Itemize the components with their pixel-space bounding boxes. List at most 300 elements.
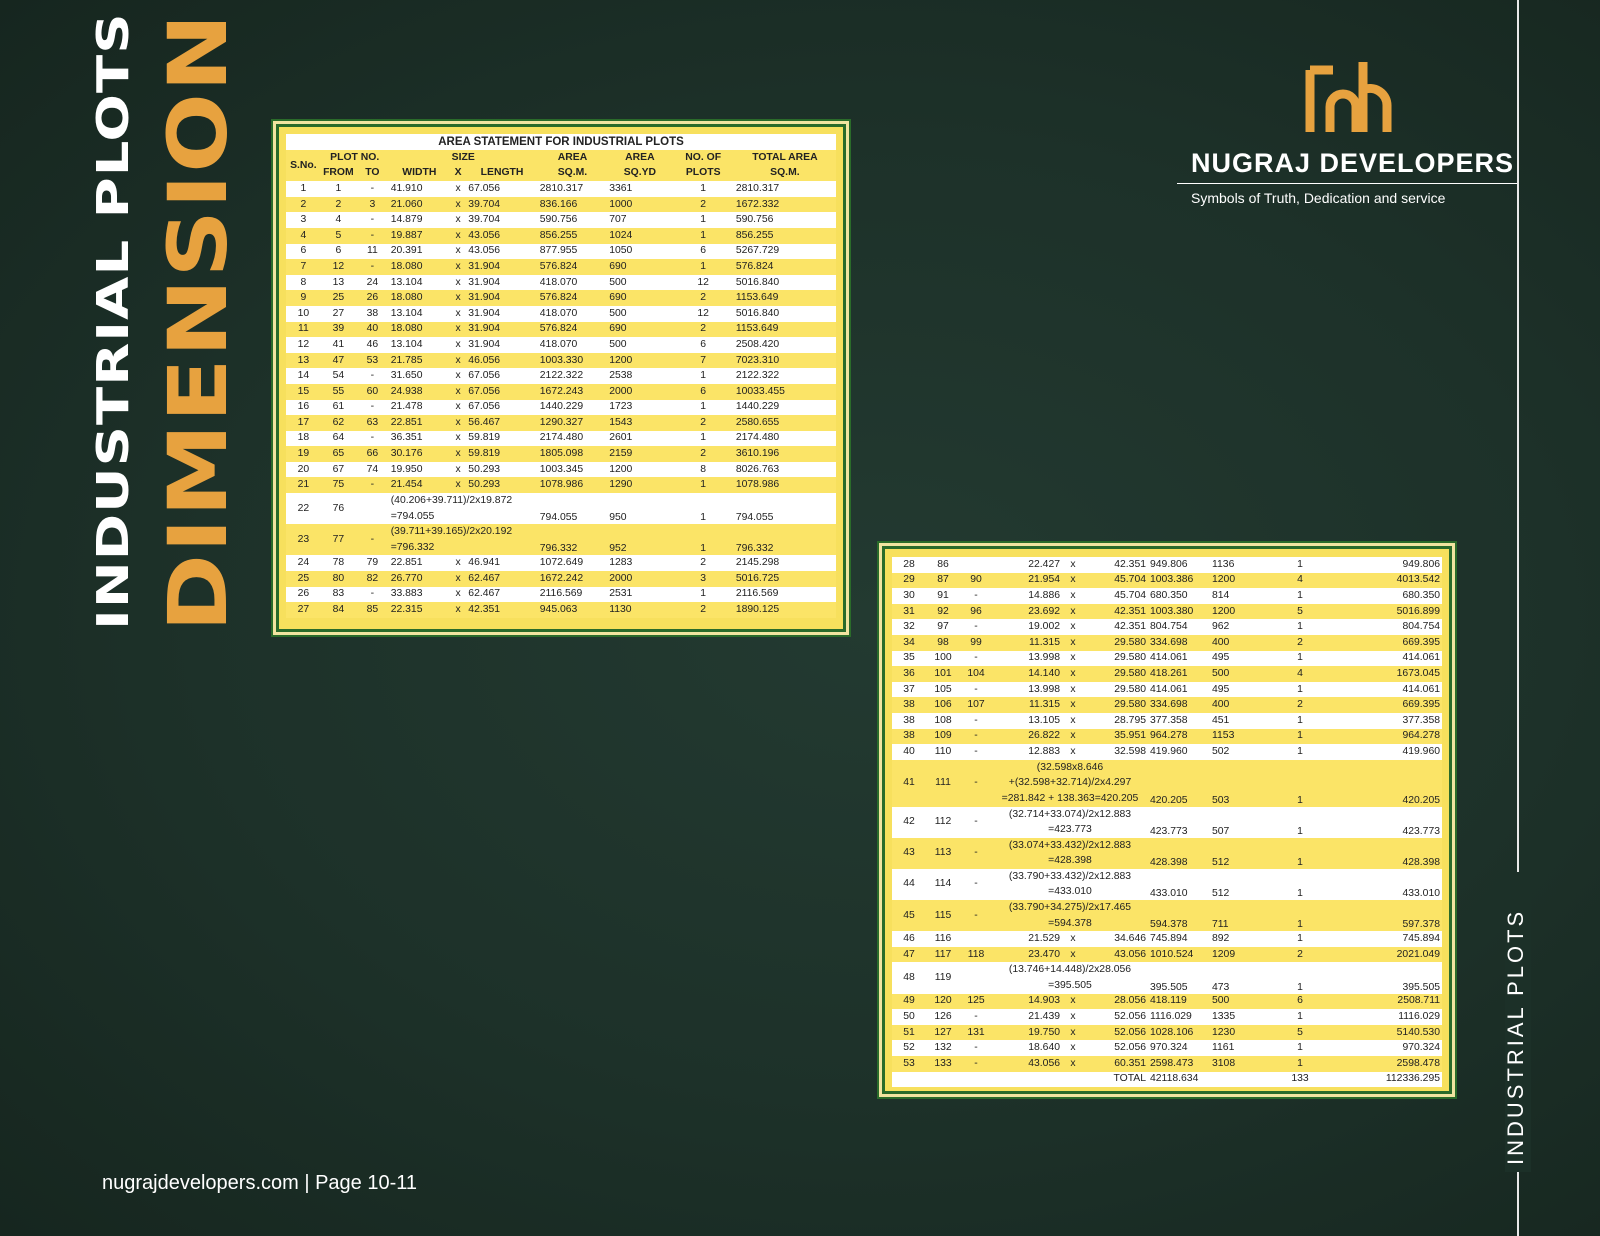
header-from: FROM (321, 166, 356, 182)
table-row (286, 446, 836, 462)
total-row (892, 1072, 1442, 1088)
cell-sno: 44 (903, 878, 915, 890)
cell-area-sqyd: 1200 (1212, 605, 1236, 617)
cell-from: 98 (937, 636, 949, 648)
cell-x: x (455, 260, 461, 272)
cell-to: 90 (970, 574, 982, 586)
table-row-formula (892, 869, 1442, 900)
cell-from: 92 (937, 605, 949, 617)
cell-from: 55 (332, 385, 345, 397)
cell-length: 42.351 (468, 604, 501, 616)
cell-x: x (1070, 605, 1076, 617)
side-title: INDUSTRIAL PLOTS (1503, 908, 1528, 1165)
cell-area-sqm: 418.070 (539, 276, 578, 288)
cell-from: 133 (934, 1057, 952, 1069)
cell-width: 11.315 (1028, 699, 1060, 711)
cell-sno: 20 (297, 463, 310, 475)
cell-x: x (455, 479, 461, 491)
cell-total-area: 5016.840 (735, 276, 780, 288)
cell-no-of-plots: 2 (700, 416, 707, 428)
cell-sno: 29 (903, 574, 915, 586)
cell-area-sqm: 1078.986 (539, 479, 584, 491)
table-row (286, 259, 836, 275)
cell-total-area: 7023.310 (735, 354, 780, 366)
cell-from: 54 (332, 370, 345, 382)
header-sqm: SQ.M. (538, 166, 607, 182)
table-row (286, 571, 836, 587)
cell-from: 5 (335, 229, 342, 241)
cell-x: x (455, 370, 461, 382)
cell-no-of-plots: 1 (700, 182, 707, 194)
cell-x: x (1070, 574, 1076, 586)
cell-from: 64 (332, 432, 345, 444)
cell-from: 120 (934, 995, 952, 1007)
cell-area-sqm: 418.070 (539, 307, 578, 319)
cell-sno: 28 (903, 558, 915, 570)
cell-to: 40 (366, 323, 379, 335)
cell-no-of-plots: 1 (1297, 888, 1303, 900)
table-row (892, 635, 1442, 651)
cell-from: 109 (934, 730, 952, 742)
table-row (892, 557, 1442, 573)
cell-from: 39 (332, 323, 345, 335)
cell-to: 125 (967, 995, 985, 1007)
cell-to: - (974, 909, 978, 921)
table-row (286, 306, 836, 322)
cell-from: 117 (934, 948, 952, 960)
cell-size-formula (389, 524, 538, 555)
cell-area-sqyd: 1283 (609, 557, 633, 569)
cell-x: x (1070, 636, 1076, 648)
cell-from: 47 (332, 354, 345, 366)
cell-width: 20.391 (390, 245, 423, 257)
cell-x: x (1070, 730, 1076, 742)
header-length: LENGTH (466, 166, 537, 182)
cell-area-sqm: 804.754 (1150, 621, 1188, 633)
cell-no-of-plots: 1 (1297, 558, 1303, 570)
cell-no-of-plots: 12 (697, 276, 709, 288)
cell-to: - (974, 847, 978, 859)
cell-to (356, 493, 389, 524)
cell-total-area: 2810.317 (735, 182, 780, 194)
cell-area-sqyd: 2531 (609, 588, 633, 600)
brand-logo (1185, 60, 1515, 206)
cell-no-of-plots: 1 (1297, 981, 1303, 993)
cell-no-of-plots: 2 (1297, 948, 1303, 960)
cell-x: x (455, 307, 461, 319)
cell-from: 6 (335, 245, 342, 257)
cell-from: 91 (937, 589, 949, 601)
cell-sno: 38 (903, 714, 915, 726)
cell-width: 21.529 (1028, 933, 1060, 945)
cell-to: - (974, 816, 978, 828)
cell-total-area: 419.960 (1402, 745, 1440, 757)
cell-total-area: 2122.322 (735, 370, 780, 382)
cell-size-formula (992, 869, 1148, 900)
cell-length: 42.351 (1114, 558, 1146, 570)
cell-area-sqm: 1010.524 (1150, 948, 1194, 960)
cell-to (960, 931, 992, 947)
cell-from: 77 (332, 533, 345, 545)
cell-sno: 32 (903, 621, 915, 633)
header-total-sqm: SQ.M. (734, 166, 836, 182)
cell-area-sqyd: 814 (1212, 589, 1230, 601)
cell-area-sqyd: 892 (1212, 933, 1230, 945)
cell-no-of-plots: 1 (1297, 1057, 1303, 1069)
cell-area-sqyd: 400 (1212, 699, 1230, 711)
cell-from: 100 (934, 652, 952, 664)
cell-area-sqyd: 2000 (609, 572, 633, 584)
cell-total-area: 2508.711 (1397, 995, 1440, 1007)
cell-no-of-plots: 2 (700, 323, 707, 335)
cell-total-area: 796.332 (735, 543, 774, 555)
cell-area-sqm: 1290.327 (539, 416, 584, 428)
cell-from: 132 (934, 1042, 952, 1054)
cell-to: 79 (366, 557, 379, 569)
cell-area-sqm: 418.070 (539, 338, 578, 350)
cell-total-area: 433.010 (1402, 888, 1440, 900)
cell-area-sqm: 414.061 (1150, 652, 1188, 664)
cell-to: - (974, 652, 978, 664)
cell-sno: 22 (297, 502, 310, 514)
cell-from: 108 (934, 714, 952, 726)
cell-length: 29.580 (1114, 652, 1146, 664)
formula-line: (33.790+33.432)/2x12.883 (1008, 870, 1132, 882)
cell-x: x (1070, 745, 1076, 757)
header-x: X (450, 166, 466, 182)
cell-to: 53 (366, 354, 379, 366)
cell-length: 50.293 (468, 463, 501, 475)
area-statement-panel-2 (879, 543, 1455, 1097)
cell-area-sqm: 418.261 (1150, 667, 1188, 679)
cell-area-sqm: 877.955 (539, 245, 578, 257)
table-row (286, 368, 836, 384)
cell-sno: 48 (903, 972, 915, 984)
table-row (286, 181, 836, 197)
cell-no-of-plots: 6 (700, 385, 707, 397)
cell-size-formula (389, 493, 538, 524)
cell-total-area: 1890.125 (735, 604, 780, 616)
cell-to: - (974, 589, 978, 601)
table-row (286, 415, 836, 431)
cell-width: 19.002 (1028, 621, 1060, 633)
cell-to: - (974, 683, 978, 695)
header-to: TO (356, 166, 389, 182)
cell-size-formula (992, 838, 1148, 869)
header-size: SIZE (389, 150, 538, 166)
table-row-formula (892, 760, 1442, 807)
cell-length: 45.704 (1114, 574, 1146, 586)
cell-no-of-plots: 1 (1297, 919, 1303, 931)
cell-area-sqm: 1003.345 (539, 463, 584, 475)
formula-line: =794.055 (390, 510, 435, 522)
table-row-formula (892, 838, 1442, 869)
table-row (286, 462, 836, 478)
cell-from: 83 (332, 588, 345, 600)
table-row (286, 477, 836, 493)
cell-total-area: 576.824 (735, 260, 774, 272)
cell-x: x (455, 292, 461, 304)
cell-from: 76 (332, 502, 345, 514)
cell-x: x (1070, 667, 1076, 679)
cell-sno: 38 (903, 730, 915, 742)
cell-sno: 3 (300, 214, 307, 226)
cell-no-of-plots: 4 (1297, 667, 1303, 679)
cell-to: 3 (369, 198, 376, 210)
cell-no-of-plots: 6 (1297, 995, 1303, 1007)
cell-area-sqyd: 690 (609, 260, 627, 272)
cell-total-area: 669.395 (1402, 699, 1440, 711)
cell-area-sqm: 1672.243 (539, 385, 584, 397)
cell-sno: 45 (903, 909, 915, 921)
cell-length: 46.056 (468, 354, 501, 366)
cell-total-area: 597.378 (1402, 919, 1440, 931)
cell-area-sqm: 334.698 (1150, 699, 1188, 711)
formula-line: (39.711+39.165)/2x20.192 (390, 526, 513, 538)
area-statement-table-1 (286, 134, 836, 618)
cell-area-sqm: 2810.317 (539, 182, 584, 194)
cell-to: 46 (366, 338, 379, 350)
cell-total-area: 745.894 (1402, 933, 1440, 945)
cell-no-of-plots: 6 (700, 245, 707, 257)
cell-total-area: 5016.899 (1396, 605, 1440, 617)
cell-sno: 9 (300, 292, 307, 304)
cell-total-area: 1673.045 (1396, 667, 1440, 679)
cell-total-area: 423.773 (1402, 825, 1440, 837)
table-row (892, 573, 1442, 589)
cell-from: 67 (332, 463, 345, 475)
cell-area-sqyd: 950 (609, 512, 627, 524)
cell-sno: 43 (903, 847, 915, 859)
cell-sno: 26 (297, 588, 310, 600)
cell-x: x (455, 354, 461, 366)
table-row (286, 400, 836, 416)
table-title: AREA STATEMENT FOR INDUSTRIAL PLOTS (286, 134, 836, 150)
cell-width: 30.176 (390, 448, 423, 460)
cell-width: 21.785 (390, 354, 423, 366)
cell-to: 74 (366, 463, 379, 475)
cell-to: 24 (366, 276, 379, 288)
cell-total-area: 420.205 (1402, 794, 1440, 806)
table-row (286, 555, 836, 571)
cell-no-of-plots: 1 (1297, 683, 1303, 695)
cell-to: - (370, 260, 375, 272)
cell-x: x (455, 198, 461, 210)
cell-x: x (1070, 621, 1076, 633)
cell-total-area: 10033.455 (735, 385, 785, 397)
cell-total-area: 5016.840 (735, 307, 780, 319)
cell-area-sqm: 2122.322 (539, 370, 584, 382)
cell-length: 28.795 (1114, 714, 1146, 726)
table-row (286, 212, 836, 228)
formula-line: =423.773 (1048, 824, 1092, 836)
cell-to: 107 (967, 699, 985, 711)
cell-length: 29.580 (1114, 683, 1146, 695)
cell-width: 26.770 (390, 572, 423, 584)
table-row (892, 588, 1442, 604)
cell-no-of-plots: 1 (1297, 714, 1303, 726)
cell-sno: 35 (903, 652, 915, 664)
cell-length: 39.704 (468, 198, 501, 210)
cell-area-sqyd: 707 (609, 214, 627, 226)
cell-area-sqm: 745.894 (1150, 933, 1188, 945)
table-row-formula (286, 493, 836, 524)
cell-sno: 19 (297, 448, 310, 460)
cell-no-of-plots: 2 (1297, 699, 1303, 711)
cell-x: x (1070, 995, 1076, 1007)
cell-total-area: 1672.332 (735, 198, 780, 210)
table-row-formula (892, 962, 1442, 993)
header-area-sqyd: AREA (607, 150, 672, 166)
cell-area-sqyd: 3361 (609, 182, 633, 194)
cell-sno: 7 (300, 260, 307, 272)
cell-from: 114 (934, 878, 952, 890)
cell-from: 62 (332, 416, 345, 428)
cell-length: 42.351 (1114, 621, 1146, 633)
cell-no-of-plots: 2 (700, 448, 707, 460)
cell-x: x (455, 432, 461, 444)
header-plot-no: PLOT NO. (321, 150, 389, 166)
cell-from: 116 (934, 933, 952, 945)
cell-total-area: 964.278 (1402, 730, 1440, 742)
cell-x: x (1070, 933, 1076, 945)
cell-to: - (974, 1042, 978, 1054)
cell-no-of-plots: 1 (700, 260, 707, 272)
cell-area-sqyd: 500 (1212, 667, 1230, 679)
cell-area-sqyd: 1130 (609, 604, 632, 616)
cell-to: - (974, 1057, 978, 1069)
cell-x: x (1070, 714, 1076, 726)
cell-no-of-plots: 5 (1297, 1026, 1303, 1038)
cell-total-area: 2145.298 (735, 557, 780, 569)
cell-area-sqyd: 690 (609, 292, 627, 304)
cell-length: 31.904 (468, 292, 501, 304)
cell-area-sqyd: 495 (1212, 683, 1230, 695)
cell-total-area: 2598.478 (1396, 1057, 1440, 1069)
cell-no-of-plots: 1 (700, 432, 707, 444)
cell-sno: 42 (903, 816, 915, 828)
cell-to: 60 (366, 385, 379, 397)
table-row (892, 931, 1442, 947)
cell-area-sqm: 1003.380 (1150, 605, 1194, 617)
cell-no-of-plots: 2 (1297, 636, 1303, 648)
cell-area-sqm: 856.255 (539, 229, 578, 241)
cell-area-sqyd: 400 (1212, 636, 1230, 648)
cell-width: 21.439 (1028, 1011, 1060, 1023)
cell-to: 96 (970, 605, 982, 617)
cell-area-sqyd: 1136 (1212, 558, 1235, 570)
cell-total-area: 1153.649 (735, 323, 779, 335)
cell-length: 31.904 (468, 323, 501, 335)
cell-to: 63 (366, 416, 379, 428)
cell-length: 29.580 (1114, 699, 1146, 711)
header-no-of: NO. OF (673, 150, 734, 166)
table-row (286, 587, 836, 603)
formula-line: +(32.598+32.714)/2x4.297 (1008, 777, 1132, 789)
cell-to (960, 557, 992, 573)
cell-no-of-plots: 1 (700, 214, 707, 226)
table-row (286, 384, 836, 400)
cell-from: 13 (332, 276, 345, 288)
brand-underline (1177, 183, 1517, 184)
table-row (286, 275, 836, 291)
cell-area-sqyd: 2159 (609, 448, 633, 460)
cell-to: - (370, 229, 375, 241)
cell-length: 31.904 (468, 260, 501, 272)
cell-width: 22.427 (1028, 558, 1060, 570)
cell-x: x (1070, 948, 1076, 960)
formula-line: (33.790+34.275)/2x17.465 (1008, 902, 1132, 914)
cell-x: x (455, 214, 461, 226)
cell-length: 34.646 (1114, 933, 1146, 945)
cell-no-of-plots: 1 (1297, 621, 1303, 633)
cell-area-sqyd: 690 (609, 323, 627, 335)
cell-length: 59.819 (468, 448, 501, 460)
header-plots: PLOTS (673, 166, 734, 182)
cell-area-sqyd: 952 (609, 543, 627, 555)
cell-area-sqm: 395.505 (1150, 981, 1188, 993)
table-row (892, 744, 1442, 760)
table-row (286, 353, 836, 369)
cell-area-sqyd: 512 (1212, 888, 1230, 900)
cell-to: - (370, 182, 375, 194)
cell-length: 31.904 (468, 276, 501, 288)
cell-sno: 14 (297, 370, 310, 382)
cell-to: 11 (366, 245, 378, 257)
formula-line: (13.746+14.448)/2x28.056 (1008, 964, 1132, 976)
cell-from: 2 (335, 198, 342, 210)
cell-sno: 46 (903, 933, 915, 945)
cell-total-area: 856.255 (735, 229, 774, 241)
cell-to (960, 962, 992, 993)
cell-x: x (455, 604, 461, 616)
cell-length: 28.056 (1114, 995, 1146, 1007)
cell-to: - (974, 878, 978, 890)
cell-length: 62.467 (468, 572, 501, 584)
table-row (892, 994, 1442, 1010)
cell-sno: 18 (297, 432, 310, 444)
brand-name: NUGRAJ DEVELOPERS (1191, 148, 1515, 178)
cell-area-sqm: 423.773 (1150, 825, 1188, 837)
cell-length: 31.904 (468, 338, 501, 350)
cell-area-sqyd: 1723 (609, 401, 633, 413)
cell-length: 35.951 (1114, 730, 1146, 742)
cell-from: 127 (934, 1026, 952, 1038)
formula-line: =428.398 (1048, 855, 1092, 867)
cell-from: 97 (937, 621, 949, 633)
cell-no-of-plots: 1 (1297, 1042, 1303, 1054)
cell-x: x (1070, 1042, 1076, 1054)
cell-x: x (1070, 652, 1076, 664)
cell-total-area: 1078.986 (735, 479, 780, 491)
cell-total-area: 414.061 (1402, 652, 1440, 664)
cell-area-sqm: 2598.473 (1150, 1057, 1194, 1069)
cell-total-area: 8026.763 (735, 463, 780, 475)
cell-from: 126 (934, 1011, 952, 1023)
cell-to: 99 (970, 636, 982, 648)
cell-from: 27 (332, 307, 345, 319)
cell-width: 41.910 (390, 182, 423, 194)
table-row (892, 651, 1442, 667)
cell-width: 13.104 (390, 276, 423, 288)
table-row (892, 666, 1442, 682)
cell-to: 38 (366, 307, 379, 319)
cell-to: - (370, 214, 375, 226)
cell-to: - (974, 621, 978, 633)
cell-length: 50.293 (468, 479, 501, 491)
cell-sno: 40 (903, 745, 915, 757)
header-total-area: TOTAL AREA (734, 150, 836, 166)
